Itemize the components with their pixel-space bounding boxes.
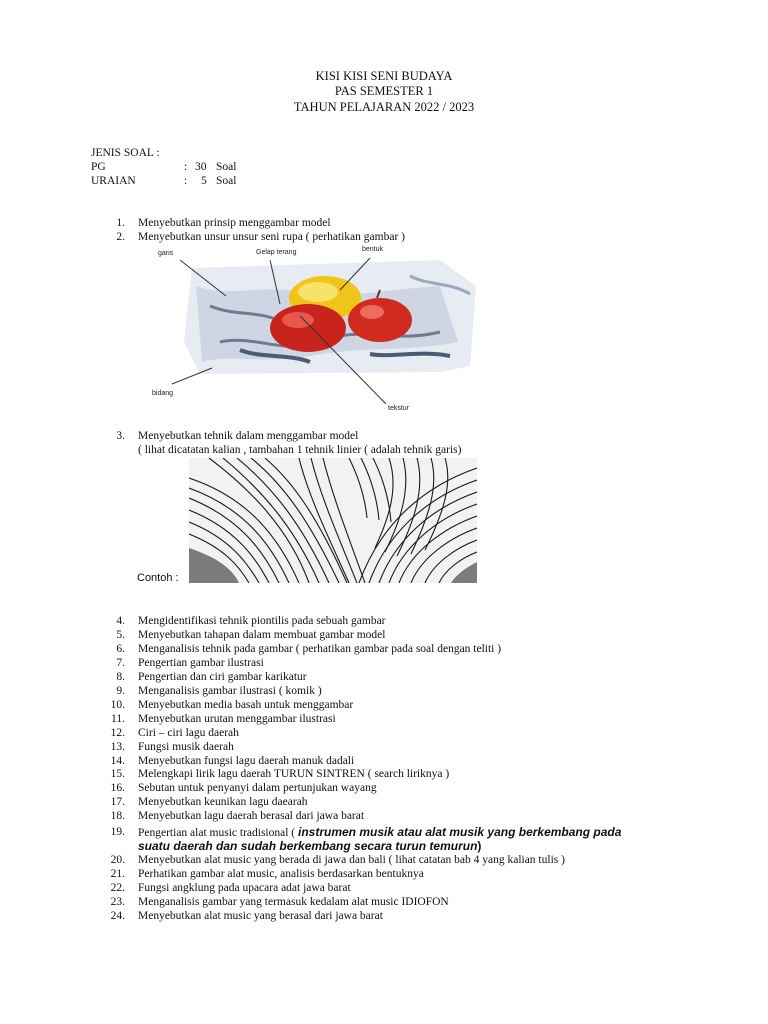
label-bentuk: bentuk — [362, 246, 384, 253]
item-number: 6. — [116, 642, 125, 655]
item-number: 16. — [110, 782, 125, 795]
item-number: 1. — [116, 217, 125, 229]
list-item: Fungsi musik daerah — [138, 740, 234, 753]
pg-label: PG — [91, 161, 106, 173]
list-item: Menyebutkan alat music yang berada di jawa dan bali ( lihat catatan bab 4 yang kalian tulis ) — [138, 854, 565, 866]
item-number: 22. — [110, 881, 125, 894]
list-item: Mengidentifikasi tehnik piontilis pada sebuah gambar — [138, 615, 386, 627]
list-item: Menyebutkan prinsip menggambar model — [138, 217, 331, 229]
item-number: 18. — [110, 810, 125, 823]
list-item: Menyebutkan fungsi lagu daerah manuk dadali — [138, 754, 355, 767]
item-number: 14. — [110, 754, 125, 767]
list-item: Sebutan untuk penyanyi dalam pertunjukan wayang — [138, 782, 377, 795]
item-number: 11. — [111, 712, 125, 725]
list-item-subtext: ( lihat dicatatan kalian , tambahan 1 tehnik linier ( adalah tehnik garis) — [138, 444, 462, 456]
item-number: 15. — [110, 768, 125, 781]
item-number: 9. — [116, 684, 125, 697]
list-item: Pengertian gambar ilustrasi — [138, 656, 264, 669]
apple-still-life-figure — [140, 246, 480, 416]
list-item: Menyebutkan unsur unsur seni rupa ( perhatikan gambar ) — [138, 231, 405, 243]
item19-prefix: Pengertian alat music tradisional ( — [138, 827, 298, 839]
doc-title-line2: PAS SEMESTER 1 — [334, 84, 434, 98]
label-bidang: bidang — [152, 390, 174, 397]
item-number: 2. — [116, 231, 125, 243]
pg-colon: : — [184, 161, 188, 173]
item-number: 19. — [110, 826, 125, 838]
item-number: 13. — [110, 740, 125, 753]
list-item: Menyebutkan media basah untuk menggambar — [138, 698, 354, 711]
list-item: Perhatikan gambar alat music, analisis berdasarkan bentuknya — [138, 867, 424, 880]
list-item: Menyebutkan tahapan dalam membuat gambar model — [138, 628, 386, 641]
list-item: Menganalisis gambar yang termasuk kedalam alat music IDIOFON — [138, 895, 449, 908]
label-garis: garis — [158, 250, 174, 257]
list-item: Menyebutkan alat music yang berasal dari jawa barat — [138, 909, 383, 922]
uraian-count: 5 — [201, 175, 207, 187]
item-number: 17. — [110, 796, 125, 809]
list-item: Menganalisis tehnik pada gambar ( perhatikan gambar pada soal dengan teliti ) — [138, 642, 502, 655]
label-tekstur: tekstur — [388, 405, 410, 412]
item-number: 21. — [110, 867, 125, 880]
item-number: 3. — [116, 430, 125, 442]
item-number: 24. — [110, 909, 125, 922]
label-gelap-terang: Gelap terang — [256, 249, 297, 256]
item-number: 8. — [116, 670, 125, 683]
list-item-continuation — [138, 839, 481, 854]
item-number: 7. — [116, 656, 125, 669]
item19-definition-line1: instrumen musik atau alat musik yang berkembang pada — [298, 825, 622, 839]
list-item: Menyebutkan tehnik dalam menggambar model — [138, 430, 359, 442]
pg-count: 30 — [195, 161, 207, 173]
item-number: 10. — [110, 698, 125, 711]
list-item: Pengertian dan ciri gambar karikatur — [138, 670, 307, 683]
uraian-colon: : — [184, 175, 188, 187]
list-item: Menyebutkan urutan menggambar ilustrasi — [138, 712, 336, 725]
item19-definition-line2: suatu daerah dan sudah berkembang secara turun temurun — [138, 839, 478, 853]
jenis-soal-label: JENIS SOAL : — [91, 147, 160, 159]
uraian-label: URAIAN — [91, 175, 136, 187]
list-item: Melengkapi lirik lagu daerah TURUN SINTREN ( search liriknya ) — [138, 768, 450, 781]
list-item: Menyebutkan keunikan lagu daearah — [138, 796, 308, 809]
item-number: 23. — [110, 895, 125, 908]
item19-suffix: ) — [477, 839, 482, 853]
list-item: Menyebutkan lagu daerah berasal dari jawa barat — [138, 810, 365, 823]
item-number: 5. — [116, 628, 125, 641]
pg-unit: Soal — [216, 161, 237, 173]
item-number: 12. — [110, 726, 125, 739]
item-number: 20. — [110, 854, 125, 866]
doc-title-line1: KISI KISI SENI BUDAYA — [315, 69, 453, 83]
uraian-unit: Soal — [216, 175, 237, 187]
contoh-label: Contoh : — [137, 572, 179, 584]
doc-title-line3: TAHUN PELAJARAN 2022 / 2023 — [293, 100, 475, 114]
list-item: Fungsi angklung pada upacara adat jawa barat — [138, 881, 351, 894]
item-number: 4. — [116, 615, 125, 627]
list-item: Ciri – ciri lagu daerah — [138, 726, 239, 739]
list-item: Menganalisis gambar ilustrasi ( komik ) — [138, 684, 322, 697]
linear-technique-figure — [189, 458, 477, 583]
list-item — [138, 825, 621, 840]
